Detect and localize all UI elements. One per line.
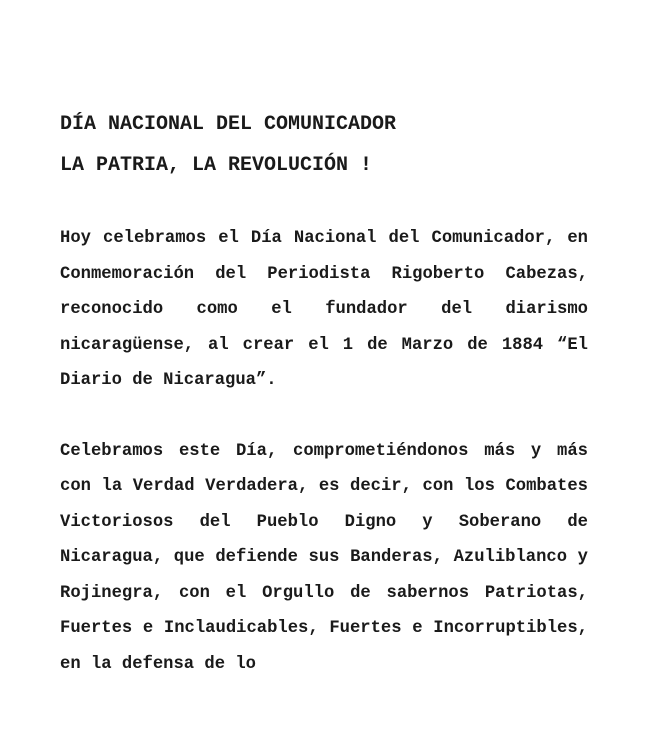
- document-page: [60, 104, 588, 682]
- paragraph-1: Hoy celebramos el Día Nacional del Comunicador, en Conmemoración del Periodista Rigoberto Cabezas, reconocido como el fundador del diarismo nicaragüense, al crear el 1 de Marzo de 1884 “El Diario de Nicaragua”.: [60, 229, 588, 390]
- paragraph-2: Celebramos este Día, comprometiéndonos más y más con la Verdad Verdadera, es decir, con los Combates Victoriosos del Pueblo Digno y Soberano de Nicaragua, que defiende sus Banderas, Azuliblanco y Rojinegra, con el Orgullo de sabernos Patriotas, Fuertes e Inclaudicables, Fuertes e Incorruptibles, en la defensa de lo: [60, 441, 588, 674]
- title-line-2: LA PATRIA, LA REVOLUCIÓN !: [60, 154, 373, 177]
- title-line-1: DÍA NACIONAL DEL COMUNICADOR: [60, 113, 397, 136]
